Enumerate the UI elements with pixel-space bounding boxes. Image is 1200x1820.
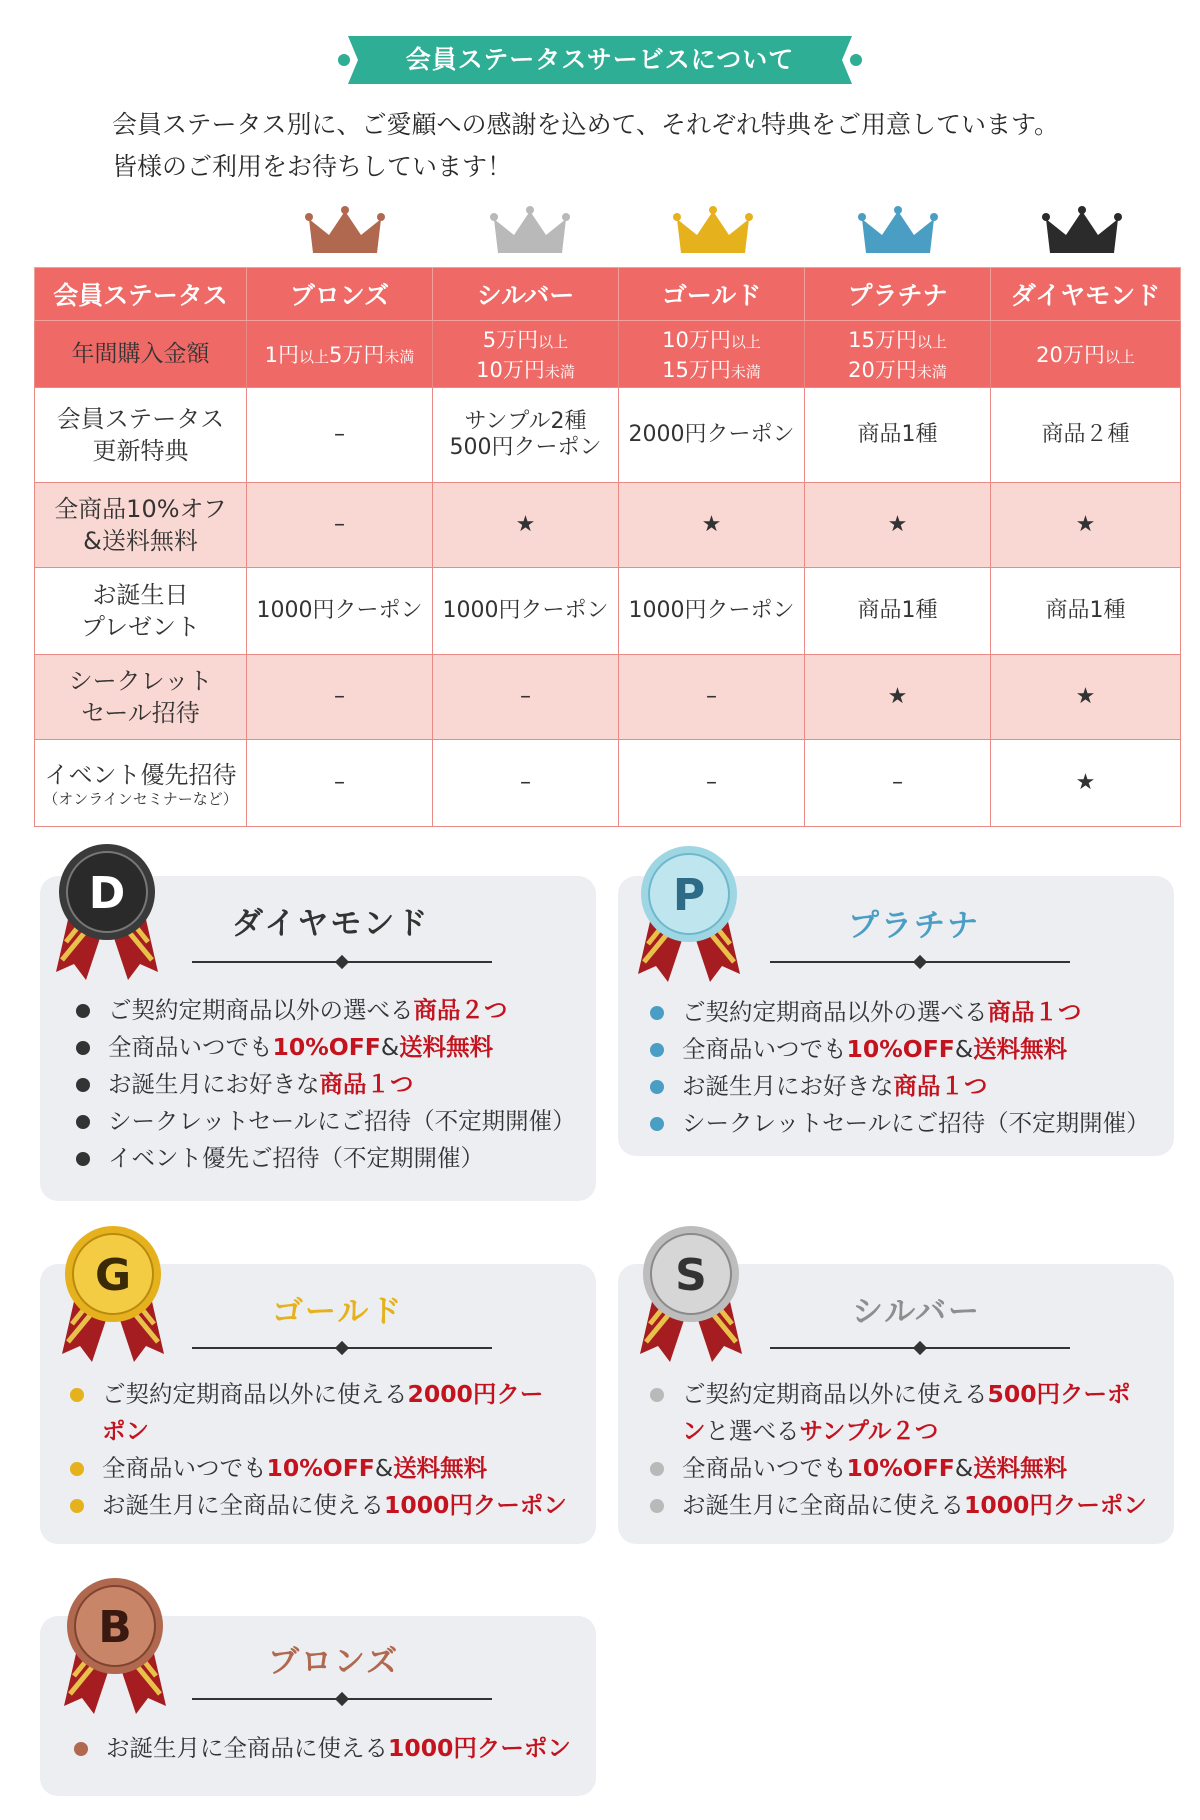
intro-line-1: 会員ステータス別に、ご愛顧への感謝を込めて、それぞれ特典をご用意しています。 xyxy=(112,110,1060,139)
table-row xyxy=(35,388,1181,483)
table-cell: – xyxy=(247,388,433,483)
star-icon: ★ xyxy=(805,483,991,568)
status-comparison-table xyxy=(34,267,1181,827)
page-title: 会員ステータスサービスについて xyxy=(405,45,795,74)
bullet-icon xyxy=(76,1152,90,1166)
divider xyxy=(192,1698,492,1700)
divider xyxy=(770,1347,1070,1349)
list-item: シークレットセールにご招待（不定期開催） xyxy=(650,1105,1150,1142)
row-label: イベント優先招待 （オンラインセミナーなど） xyxy=(35,740,247,827)
row-label: 全商品10%オフ &送料無料 xyxy=(35,483,247,568)
row-label: お誕生日 プレゼント xyxy=(35,568,247,655)
table-cell: – xyxy=(247,483,433,568)
list-item: イベント優先ご招待（不定期開催） xyxy=(76,1140,576,1177)
divider xyxy=(192,961,492,963)
crown-row xyxy=(240,205,1180,261)
table-cell: – xyxy=(433,655,619,740)
bullet-icon xyxy=(650,1080,664,1094)
table-cell: – xyxy=(619,740,805,827)
list-item: 全商品いつでも10%OFF&送料無料 xyxy=(650,1031,1150,1068)
list-item: ご契約定期商品以外の選べる商品２つ xyxy=(76,992,576,1029)
table-cell: サンプル2種 500円クーポン xyxy=(433,388,619,483)
row-label: 会員ステータス 更新特典 xyxy=(35,388,247,483)
bullet-icon xyxy=(650,1043,664,1057)
silver-crown-icon xyxy=(490,205,570,261)
amount-cell-platinum: 15万円以上 20万円未満 xyxy=(805,321,991,388)
bullet-icon xyxy=(76,1115,90,1129)
list-item: ご契約定期商品以外に使える500円クーポ ンと選べるサンプル２つ xyxy=(650,1376,1147,1450)
star-icon: ★ xyxy=(991,655,1181,740)
list-item: お誕生月に全商品に使える1000円クーポン xyxy=(74,1730,571,1767)
table-header-cell: シルバー xyxy=(433,268,619,321)
benefit-list xyxy=(76,992,576,1177)
bullet-icon xyxy=(70,1388,84,1402)
table-cell: – xyxy=(247,655,433,740)
list-item: お誕生月にお好きな商品１つ xyxy=(76,1066,576,1103)
amount-cell-bronze: 1円以上5万円未満 xyxy=(247,321,433,388)
list-item: ご契約定期商品以外に使える2000円クー ポン xyxy=(70,1376,567,1450)
row-label: シークレット セール招待 xyxy=(35,655,247,740)
table-row xyxy=(35,483,1181,568)
list-item: ご契約定期商品以外の選べる商品１つ xyxy=(650,994,1150,1031)
benefit-list xyxy=(650,994,1150,1142)
table-row-annual-amount xyxy=(35,321,1181,388)
table-cell: – xyxy=(619,655,805,740)
card-title: シルバー xyxy=(852,1294,982,1330)
section-banner xyxy=(338,36,862,84)
svg-text:D: D xyxy=(88,868,126,919)
star-icon: ★ xyxy=(805,655,991,740)
table-cell: 1000円クーポン xyxy=(247,568,433,655)
table-cell: 商品1種 xyxy=(805,568,991,655)
bullet-icon xyxy=(650,1499,664,1513)
svg-text:G: G xyxy=(94,1250,132,1301)
benefit-list xyxy=(74,1730,571,1767)
star-icon: ★ xyxy=(433,483,619,568)
gold-medal-icon xyxy=(58,1224,168,1364)
bullet-icon xyxy=(70,1462,84,1476)
list-item: お誕生月に全商品に使える1000円クーポン xyxy=(70,1487,567,1524)
row-label: 年間購入金額 xyxy=(35,321,247,388)
bullet-icon xyxy=(650,1117,664,1131)
card-title: ダイヤモンド xyxy=(232,906,430,942)
table-header-cell: ダイヤモンド xyxy=(991,268,1181,321)
table-cell: – xyxy=(433,740,619,827)
list-item: 全商品いつでも10%OFF&送料無料 xyxy=(70,1450,567,1487)
table-cell: 商品1種 xyxy=(991,568,1181,655)
list-item: お誕生月にお好きな商品１つ xyxy=(650,1068,1150,1105)
list-item: シークレットセールにご招待（不定期開催） xyxy=(76,1103,576,1140)
table-row xyxy=(35,568,1181,655)
svg-text:B: B xyxy=(98,1602,132,1653)
star-icon: ★ xyxy=(619,483,805,568)
card-title: ゴールド xyxy=(272,1294,404,1330)
bronze-medal-icon xyxy=(60,1576,170,1716)
list-item: 全商品いつでも10%OFF&送料無料 xyxy=(650,1450,1147,1487)
bullet-icon xyxy=(650,1388,664,1402)
intro-text xyxy=(112,104,1059,188)
table-header-cell: ゴールド xyxy=(619,268,805,321)
bullet-icon xyxy=(74,1742,88,1756)
bullet-icon xyxy=(76,1004,90,1018)
amount-cell-gold: 10万円以上 15万円未満 xyxy=(619,321,805,388)
table-header-cell: ブロンズ xyxy=(247,268,433,321)
bullet-icon xyxy=(650,1006,664,1020)
platinum-medal-icon xyxy=(634,844,744,984)
bullet-icon xyxy=(650,1462,664,1476)
svg-text:P: P xyxy=(672,870,706,921)
table-cell: 商品２種 xyxy=(991,388,1181,483)
amount-cell-diamond: 20万円以上 xyxy=(991,321,1181,388)
card-title: プラチナ xyxy=(848,908,980,944)
table-header-row xyxy=(35,268,1181,321)
table-cell: 2000円クーポン xyxy=(619,388,805,483)
diamond-crown-icon xyxy=(1042,205,1122,261)
table-cell: 1000円クーポン xyxy=(433,568,619,655)
amount-cell-silver: 5万円以上 10万円未満 xyxy=(433,321,619,388)
svg-text:S: S xyxy=(675,1250,707,1301)
divider xyxy=(192,1347,492,1349)
benefit-list xyxy=(70,1376,567,1524)
divider xyxy=(770,961,1070,963)
list-item: 全商品いつでも10%OFF&送料無料 xyxy=(76,1029,576,1066)
star-icon: ★ xyxy=(991,483,1181,568)
bullet-icon xyxy=(76,1041,90,1055)
bronze-crown-icon xyxy=(305,205,385,261)
gold-crown-icon xyxy=(673,205,753,261)
table-header-cell: プラチナ xyxy=(805,268,991,321)
card-title: ブロンズ xyxy=(268,1644,400,1680)
bullet-icon xyxy=(76,1078,90,1092)
diamond-medal-icon xyxy=(52,842,162,982)
intro-line-2: 皆様のご利用をお待ちしています！ xyxy=(112,152,513,181)
table-cell: 商品1種 xyxy=(805,388,991,483)
platinum-crown-icon xyxy=(858,205,938,261)
benefit-list xyxy=(650,1376,1147,1524)
table-cell: – xyxy=(247,740,433,827)
list-item: お誕生月に全商品に使える1000円クーポン xyxy=(650,1487,1147,1524)
bullet-icon xyxy=(70,1499,84,1513)
table-row xyxy=(35,740,1181,827)
silver-medal-icon xyxy=(636,1224,746,1364)
table-row xyxy=(35,655,1181,740)
table-header-cell: 会員ステータス xyxy=(35,268,247,321)
table-cell: – xyxy=(805,740,991,827)
star-icon: ★ xyxy=(991,740,1181,827)
table-cell: 1000円クーポン xyxy=(619,568,805,655)
